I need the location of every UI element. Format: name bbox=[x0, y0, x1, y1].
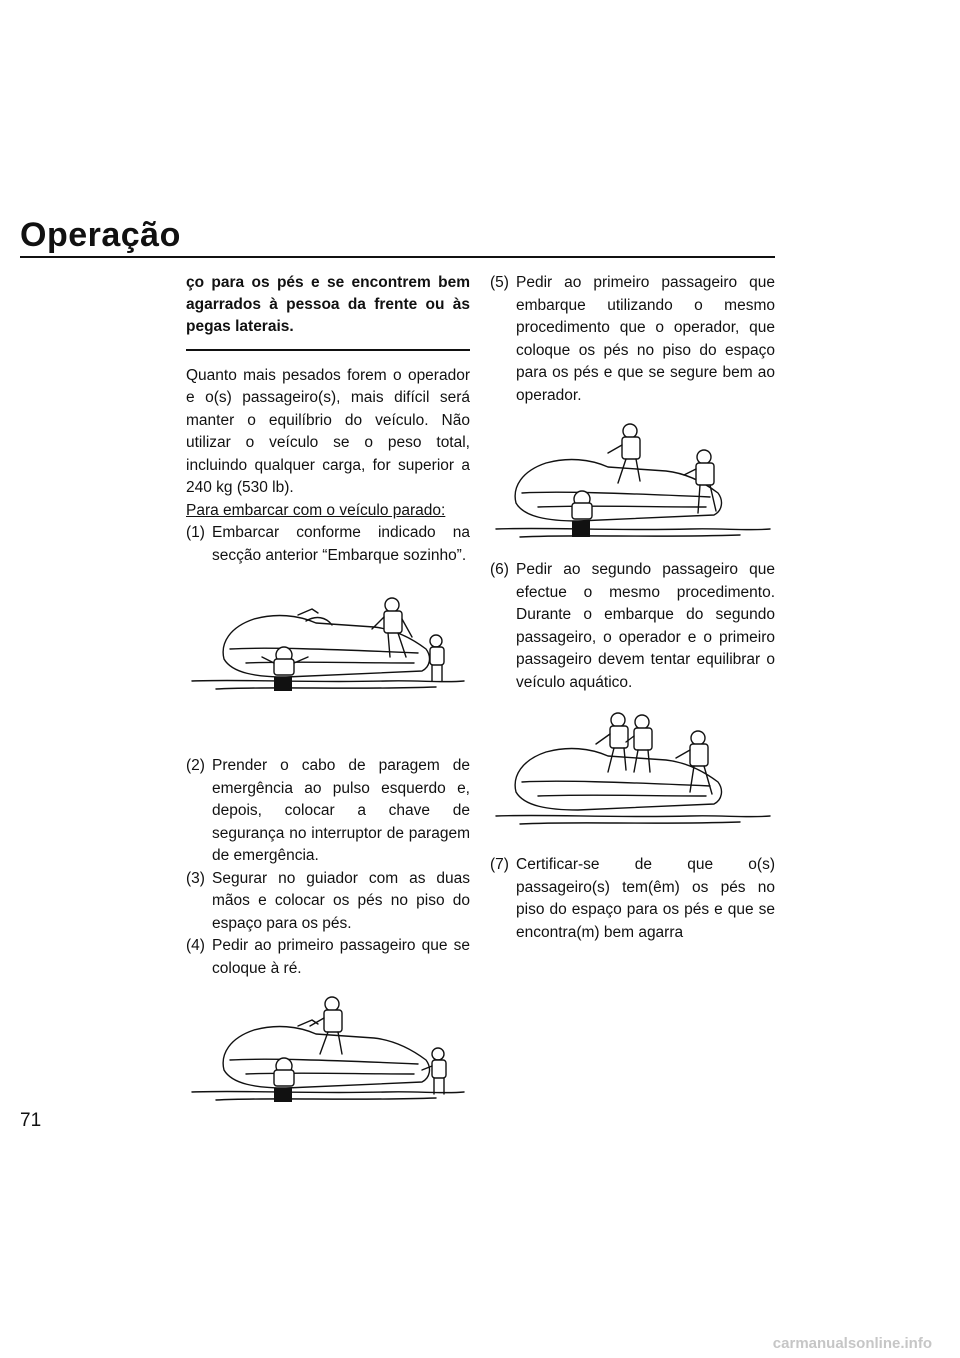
subheading: Para embarcar com o veículo parado: bbox=[186, 501, 446, 519]
left-column bbox=[186, 272, 470, 1130]
warning-text-tail: ço para os pés e se encontrem bem agarrados à pessoa da frente ou às pegas laterais. bbox=[186, 274, 470, 335]
step-number: (4) bbox=[186, 937, 205, 954]
warning-end-rule bbox=[186, 349, 470, 351]
step-3 bbox=[186, 868, 470, 936]
step-number: (5) bbox=[490, 274, 509, 291]
step-text: Prender o cabo de paragem de emergência ao pulso esquerdo e, depois, colocar a chave de segurança no interruptor de paragem de emergência. bbox=[212, 757, 470, 864]
watermark: carmanualsonline.info bbox=[772, 1335, 932, 1352]
illustration-second-passenger-boarding bbox=[490, 694, 775, 854]
step-text: Embarcar conforme indicado na secção anterior “Embarque sozinho”. bbox=[212, 524, 470, 564]
page-number: 71 bbox=[20, 1110, 42, 1131]
step-text: Pedir ao primeiro passageiro que se coloque à ré. bbox=[212, 937, 470, 977]
step-7 bbox=[490, 854, 775, 944]
illustration-passenger-at-stern bbox=[186, 567, 470, 755]
step-6 bbox=[490, 559, 775, 694]
illustration-first-passenger-boarding bbox=[490, 407, 775, 559]
step-text: Certificar-se de que o(s) passageiro(s) tem(êm) os pés no piso do espaço para os pés e que se encontra(m) bem agarra bbox=[516, 856, 775, 941]
page-title: Operação bbox=[20, 216, 181, 254]
step-4 bbox=[186, 935, 470, 980]
title-rule bbox=[20, 256, 775, 258]
step-2 bbox=[186, 755, 470, 868]
right-column bbox=[490, 272, 775, 944]
step-1 bbox=[186, 522, 470, 567]
step-5 bbox=[490, 272, 775, 407]
step-text: Pedir ao segundo passageiro que efectue o mesmo procedimento. Durante o embarque do segundo passageiro, o operador e o primeiro passageiro devem tentar equilibrar o veículo aquático. bbox=[516, 561, 775, 691]
illustration-operator-seated-passenger-behind bbox=[186, 980, 470, 1130]
step-number: (6) bbox=[490, 561, 509, 578]
step-number: (1) bbox=[186, 524, 205, 541]
step-number: (2) bbox=[186, 757, 205, 774]
step-text: Pedir ao primeiro passageiro que embarque utilizando o mesmo procedimento que o operador, que coloque os pés no piso do espaço para os pés e que se segure bem ao operador. bbox=[516, 274, 775, 404]
step-number: (7) bbox=[490, 856, 509, 873]
step-text: Segurar no guiador com as duas mãos e colocar os pés no piso do espaço para os pés. bbox=[212, 869, 470, 932]
weight-paragraph: Quanto mais pesados forem o operador e o(s) passageiro(s), mais difícil será manter o equilíbrio do veículo. Não utilizar o veículo se o peso total, incluindo qualquer carga, for superior a 240 kg (530 lb). bbox=[186, 366, 470, 496]
step-number: (3) bbox=[186, 869, 205, 887]
